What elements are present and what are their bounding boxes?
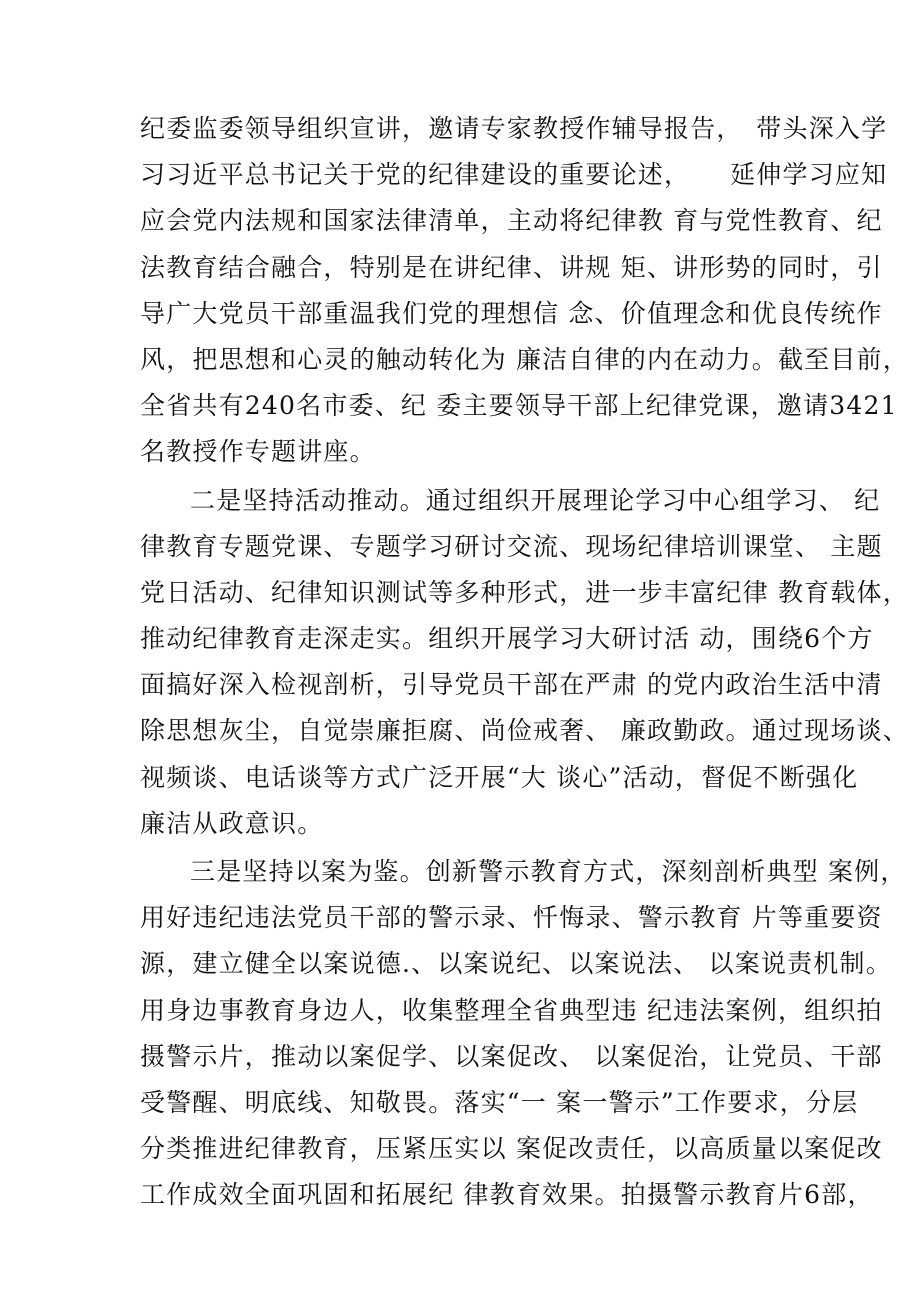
text-line: 视频谈、电话谈等方式广泛开展“大 谈心”活动，督促不断强化 [140,762,859,792]
document-body [140,106,909,1219]
text-line: 风，把思想和心灵的触动转化为 廉洁自律的内在动力。截至目前， [140,344,909,374]
text-line: 廉洁从政意识。 [140,808,324,838]
paragraph-first-line: 二是坚持活动推动。通过组织开展理论学习中心组学习、 纪 [190,485,881,515]
text-line: 受警醒、明底线、知敬畏。落实“一 案一警示”工作要求，分层 [140,1087,859,1117]
text-line: 用好违纪违法党员干部的警示录、忏悔录、警示教育 片等重要资 [140,903,883,933]
text-line: 全省共有240名市委、纪 委主要领导干部上纪律党课，邀请3421 [140,391,898,421]
text-line: 工作成效全面巩固和拓展纪 律教育效果。拍摄警示教育片6部， [140,1180,874,1210]
text-line: 用身边事教育身边人，收集整理全省典型违 纪违法案例，组织拍 [140,995,883,1025]
paragraph-first-line: 三是坚持以案为鉴。创新警示教育方式，深刻剖析典型 案例， [190,857,907,886]
text-line: 纪委监委领导组织宣讲，邀请专家教授作辅导报告， 带头深入学 [140,114,888,143]
text-line: 应会党内法规和国家法律清单，主动将纪律教 育与党性教育、纪 [140,206,883,236]
text-line: 除思想灰尘，自觉崇廉拒腐、尚俭戒奢、 廉政勤政。通过现场谈、 [140,716,909,746]
text-line: 习习近平总书记关于党的纪律建设的重要论述， 延伸学习应知 [140,160,888,190]
text-line: 律教育专题党课、专题学习研讨交流、现场纪律培训课堂、 主题 [140,531,883,561]
text-line: 推动纪律教育走深走实。组织开展学习大研讨活 动，围绕6个方 [140,624,874,654]
text-line: 分类推进纪律教育，压紧压实以 案促改责任，以高质量以案促改 [140,1134,883,1164]
text-line: 名教授作专题讲座。 [140,437,376,467]
text-line: 党日活动、纪律知识测试等多种形式，进一步丰富纪律 教育载体， [140,577,909,607]
text-line: 源，建立健全以案说德.、以案说纪、以案说法、 以案说责机制。 [140,949,892,979]
text-line: 导广大党员干部重温我们党的理想信 念、价值理念和优良传统作 [140,298,883,328]
text-line: 法教育结合融合，特别是在讲纪律、讲规 矩、讲形势的同时，引 [140,252,883,282]
text-line: 面搞好深入检视剖析，引导党员干部在严肃 的党内政治生活中清 [140,670,883,700]
text-line: 摄警示片，推动以案促学、以案促改、 以案促治，让党员、干部 [140,1041,883,1071]
